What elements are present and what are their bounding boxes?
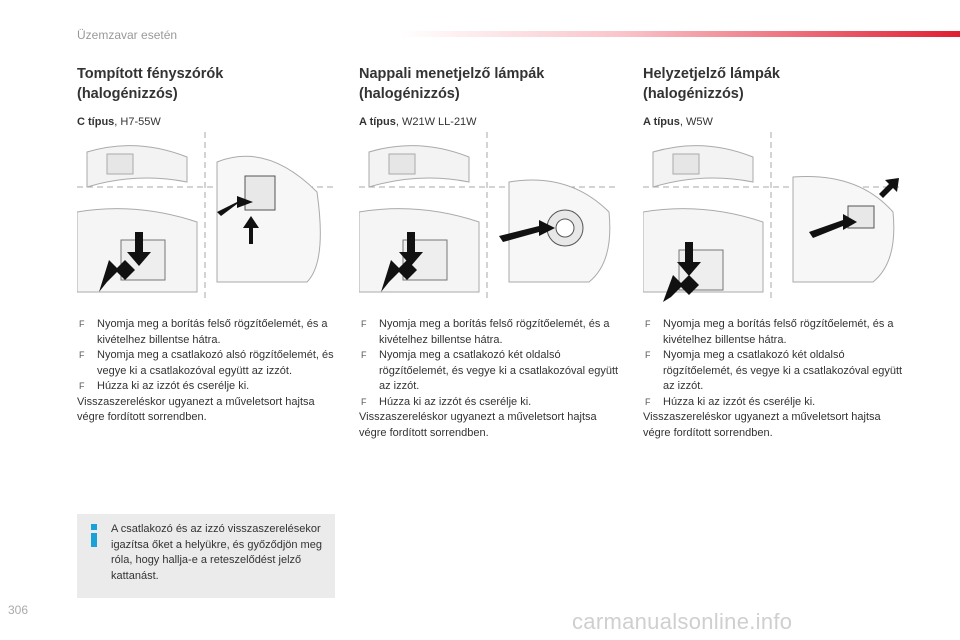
column-title xyxy=(77,64,339,104)
bulb-type-value: , H7-55W xyxy=(114,116,161,128)
info-text: A csatlakozó és az izzó visszaszerelésekor igazítsa őket a helyükre, és győződjön meg róla, hogy hallja-e a reteszelődést jelző kattanást. xyxy=(111,523,322,582)
bulb-type-value: , W21W LL-21W xyxy=(395,116,477,128)
step-text: Nyomja meg a borítás felső rögzítőelemét, és a kivételhez billentse hátra. xyxy=(97,318,328,346)
column-title xyxy=(643,64,905,104)
column-title xyxy=(359,64,621,104)
illustration-low-beam xyxy=(77,132,335,302)
headlamp-diagram xyxy=(359,132,617,302)
steps-daytime-lamps xyxy=(359,317,621,441)
steps-low-beam xyxy=(77,317,339,426)
step-item xyxy=(643,348,905,395)
title-line1: Helyzetjelző lámpák xyxy=(643,66,780,82)
info-icon xyxy=(89,524,99,546)
title-line2: (halogénizzós) xyxy=(359,86,460,102)
reassembly-note: Visszaszereléskor ugyanezt a műveletsort hajtsa végre fordított sorrendben. xyxy=(77,395,315,423)
reassembly-note: Visszaszereléskor ugyanezt a műveletsort hajtsa végre fordított sorrendben. xyxy=(643,411,881,439)
column-daytime-lamps xyxy=(359,64,621,128)
column-position-lamps xyxy=(643,64,905,128)
bullet-icon: F xyxy=(645,396,651,407)
step-text: Húzza ki az izzót és cserélje ki. xyxy=(379,395,532,408)
step-list xyxy=(359,317,621,410)
steps-position-lamps xyxy=(643,317,905,441)
column-low-beam xyxy=(77,64,339,128)
step-item xyxy=(77,379,339,395)
title-line1: Tompított fényszórók xyxy=(77,66,224,82)
step-text: Nyomja meg a borítás felső rögzítőelemét, és a kivételhez billentse hátra. xyxy=(663,318,894,346)
bullet-icon: F xyxy=(79,350,85,360)
step-list xyxy=(643,317,905,410)
illustration-position-lamps xyxy=(643,132,901,302)
page-number: 306 xyxy=(8,603,29,617)
illustration-daytime-lamps xyxy=(359,132,617,302)
bulb-type-label: A típus xyxy=(643,116,680,128)
step-text: Nyomja meg a csatlakozó két oldalsó rögzítőelemét, és vegye ki a csatlakozóval együtt az izzót. xyxy=(663,349,903,392)
title-line2: (halogénizzós) xyxy=(643,86,744,102)
bulb-type-value: , W5W xyxy=(679,116,713,128)
step-text: Húzza ki az izzót és cserélje ki. xyxy=(663,395,816,408)
section-title: Üzemzavar esetén xyxy=(77,28,178,42)
bulb-type xyxy=(77,116,339,128)
bulb-type xyxy=(359,116,621,128)
title-line1: Nappali menetjelző lámpák xyxy=(359,66,545,82)
step-item xyxy=(359,317,621,348)
info-box xyxy=(77,514,335,598)
step-text: Nyomja meg a csatlakozó két oldalsó rögzítőelemét, és vegye ki a csatlakozóval együtt az izzót. xyxy=(379,349,619,392)
headlamp-diagram xyxy=(643,132,901,302)
bullet-icon: F xyxy=(645,350,651,360)
header-accent-bar xyxy=(400,31,960,37)
step-text: Nyomja meg a csatlakozó alsó rögzítőelemét, és vegye ki a csatlakozóval együtt az izzót. xyxy=(97,349,334,377)
step-item xyxy=(643,395,905,411)
step-list xyxy=(77,317,339,395)
bullet-icon: F xyxy=(361,396,367,407)
step-item xyxy=(359,395,621,411)
bullet-icon: F xyxy=(361,350,367,360)
watermark: carmanualsonline.info xyxy=(572,609,793,634)
headlamp-diagram xyxy=(77,132,335,302)
bullet-icon: F xyxy=(79,319,85,329)
step-item xyxy=(643,317,905,348)
step-text: Húzza ki az izzót és cserélje ki. xyxy=(97,380,250,392)
bullet-icon: F xyxy=(79,381,85,391)
step-item xyxy=(77,348,339,379)
step-item xyxy=(359,348,621,395)
bulb-type-label: C típus xyxy=(77,116,115,128)
step-text: Nyomja meg a borítás felső rögzítőelemét, és a kivételhez billentse hátra. xyxy=(379,318,610,346)
bullet-icon: F xyxy=(361,319,367,329)
bulb-type-label: A típus xyxy=(359,116,396,128)
bullet-icon: F xyxy=(645,319,651,329)
title-line2: (halogénizzós) xyxy=(77,86,178,102)
step-item xyxy=(77,317,339,348)
bulb-type xyxy=(643,116,905,128)
reassembly-note: Visszaszereléskor ugyanezt a műveletsort hajtsa végre fordított sorrendben. xyxy=(359,411,597,439)
